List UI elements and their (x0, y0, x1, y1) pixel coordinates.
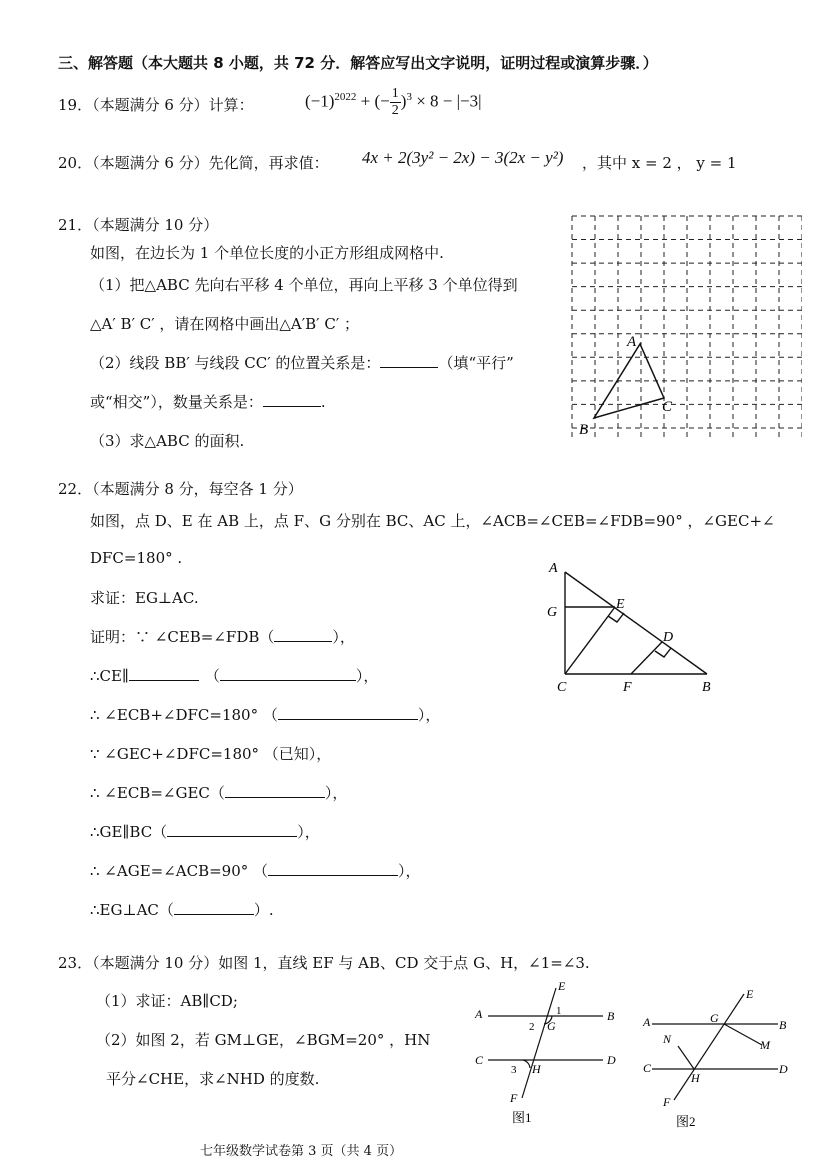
proof-1-post: ）， (332, 628, 355, 646)
q21-line5b: . (320, 393, 326, 411)
q21-title: 21．（本题满分 10 分） (58, 216, 219, 234)
q20-suffix: ，其中 x = 2 ， y = 1 (582, 154, 737, 172)
fig1-label-e: E (558, 980, 566, 993)
q19-fraction (390, 86, 401, 119)
fig2-label-f: F (663, 1095, 671, 1109)
q23-line4: 平分∠CHE，求∠NHD 的度数. (106, 1070, 320, 1088)
q22-line3: 求证：EG⊥AC. (90, 589, 199, 607)
q23-figure-1 (468, 980, 628, 1130)
q22-proof-step-7 (90, 860, 421, 881)
q21-line4b: （填“平行” (438, 354, 514, 372)
q22-label-d: D (663, 630, 674, 645)
q19-exp-c: 3 (406, 90, 412, 103)
q19-exp-a: 2022 (334, 90, 357, 103)
q20-prefix: 20．（本题满分 6 分）先化简，再求值： (58, 154, 329, 172)
fig2-label-h: H (691, 1071, 700, 1085)
q22-proof-step-3 (90, 704, 440, 725)
q22-label-a: A (549, 561, 558, 576)
q20-expression: 4x + 2(3y² − 2x) − 3(2x − y²) (362, 148, 564, 167)
fig2-label-a: A (643, 1015, 651, 1029)
proof-6-blank[interactable] (167, 822, 297, 837)
proof-3-pre: ∴ ∠ECB+∠DFC=180° （ (90, 706, 278, 724)
q21-line2: （1）把△ABC 先向右平移 4 个单位，再向上平移 3 个单位得到 (90, 276, 518, 294)
q22-proof-step-6 (90, 821, 320, 842)
fig2-label-m: M (760, 1038, 770, 1052)
grid-lines (572, 216, 802, 437)
q19-frac-num: 1 (391, 86, 399, 101)
q22-proof-step-5 (90, 782, 347, 803)
q22-title: 22．（本题满分 8 分，每空各 1 分） (58, 480, 303, 498)
proof-1-pre: 证明：∵ ∠CEB=∠FDB（ (90, 628, 275, 646)
proof-7-blank[interactable] (268, 861, 398, 876)
q21-blank-quantity[interactable] (263, 392, 321, 407)
fig1-label-h: H (532, 1062, 541, 1076)
fig1-label-b: B (607, 1009, 615, 1023)
q22-line1: 如图，点 D、E 在 AB 上，点 F、G 分别在 BC、AC 上，∠ACB=∠CEB=∠FDB=90° ，∠GEC+∠ (90, 512, 775, 530)
proof-8-post: ）. (253, 901, 274, 919)
section-header: 三、解答题（本大题共 8 小题，共 72 分．解答应写出文字说明，证明过程或演算步骤．） (58, 54, 658, 72)
fig1-label-a: A (475, 1007, 483, 1021)
fig1-label-c: C (475, 1053, 484, 1067)
proof-2-blank-a[interactable] (129, 666, 199, 681)
fig2-label-c: C (643, 1061, 652, 1075)
proof-5-blank[interactable] (225, 783, 325, 798)
q22-label-e: E (616, 597, 625, 612)
proof-5-post: ）， (324, 784, 348, 802)
proof-8-blank[interactable] (174, 900, 254, 915)
q19-expr-b: + (− (360, 91, 390, 111)
proof-2-post: ）， (355, 667, 379, 685)
q23-line2: （1）求证：AB∥CD; (96, 992, 238, 1010)
fig1-label-1: 1 (556, 1005, 562, 1017)
q21-line3: △A′ B′ C′ ，请在网格中画出△A′B′ C′ ； (90, 315, 360, 333)
q19-frac-den: 2 (391, 103, 399, 118)
q19-expr-d: × 8 − |−3| (416, 91, 482, 111)
proof-4-pre: ∵ ∠GEC+∠DFC=180° （已知）， (90, 745, 332, 763)
proof-7-post: ）， (398, 862, 421, 880)
q22-label-f: F (623, 680, 632, 695)
q22-label-g: G (547, 605, 558, 620)
q22-line2: DFC=180° . (90, 549, 183, 567)
q19-expr-c: ) (400, 91, 407, 111)
fig2-label-e: E (746, 987, 754, 1001)
q19-expr-a: (−1) (305, 91, 335, 111)
proof-8-pre: ∴EG⊥AC（ (90, 901, 174, 919)
q21-blank-position[interactable] (380, 353, 438, 368)
q21-grid-figure (570, 214, 802, 444)
fig1-label-f: F (510, 1091, 518, 1105)
proof-3-blank[interactable] (278, 705, 418, 720)
q22-label-c: C (557, 680, 567, 695)
q23-line3: （2）如图 2，若 GM⊥GE，∠BGM=20° ，HN (96, 1031, 431, 1049)
q22-triangle-figure (540, 556, 730, 700)
q22-proof-step-4 (90, 743, 331, 764)
fig2-label-b: B (779, 1018, 787, 1032)
proof-6-post: ）， (297, 823, 320, 841)
fig2-label-d: D (779, 1062, 788, 1076)
q22-proof-step-1 (90, 626, 355, 647)
fig1-label-3: 3 (511, 1064, 517, 1076)
proof-1-blank[interactable] (274, 627, 332, 642)
proof-3-post: ）， (417, 706, 441, 724)
q19-expression (305, 86, 482, 119)
q21-line4a: （2）线段 BB′ 与线段 CC′ 的位置关系是： (90, 354, 381, 372)
q22-proof-step-8 (90, 899, 274, 920)
proof-2-mid: （ (204, 667, 220, 685)
proof-7-pre: ∴ ∠AGE=∠ACB=90° （ (90, 862, 269, 880)
proof-5-pre: ∴ ∠ECB=∠GEC（ (90, 784, 225, 802)
q22-proof-step-2 (90, 665, 378, 686)
q22-label-b: B (702, 680, 711, 695)
q19-prefix: 19．（本题满分 6 分）计算： (58, 96, 254, 114)
q23-figure-2 (636, 982, 796, 1132)
q21-line5a: 或“相交”），数量关系是： (90, 393, 263, 411)
page-footer: 七年级数学试卷第 3 页（共 4 页） (200, 1144, 403, 1159)
fig1-label-d: D (607, 1053, 616, 1067)
fig1-label-2: 2 (529, 1021, 535, 1033)
q21-label-a: A (627, 334, 637, 350)
fig2-label-g: G (710, 1011, 719, 1025)
q23-line1: 23．（本题满分 10 分）如图 1，直线 EF 与 AB、CD 交于点 G、H，∠1=∠3. (58, 954, 590, 972)
q21-line4 (90, 352, 514, 373)
fig2-caption: 图2 (676, 1114, 696, 1129)
q21-label-c: C (662, 399, 673, 415)
fig1-label-g: G (547, 1019, 556, 1033)
fig2-label-n: N (663, 1032, 672, 1046)
fig1-caption: 图1 (512, 1110, 532, 1125)
proof-2-pre: ∴CE∥ (90, 667, 129, 685)
q21-line6: （3）求△ABC 的面积. (90, 432, 245, 450)
proof-2-blank-b[interactable] (220, 666, 356, 681)
q21-line5 (90, 391, 326, 412)
q21-label-b: B (579, 422, 589, 438)
q21-line1: 如图，在边长为 1 个单位长度的小正方形组成网格中. (90, 244, 444, 262)
proof-6-pre: ∴GE∥BC（ (90, 823, 168, 841)
